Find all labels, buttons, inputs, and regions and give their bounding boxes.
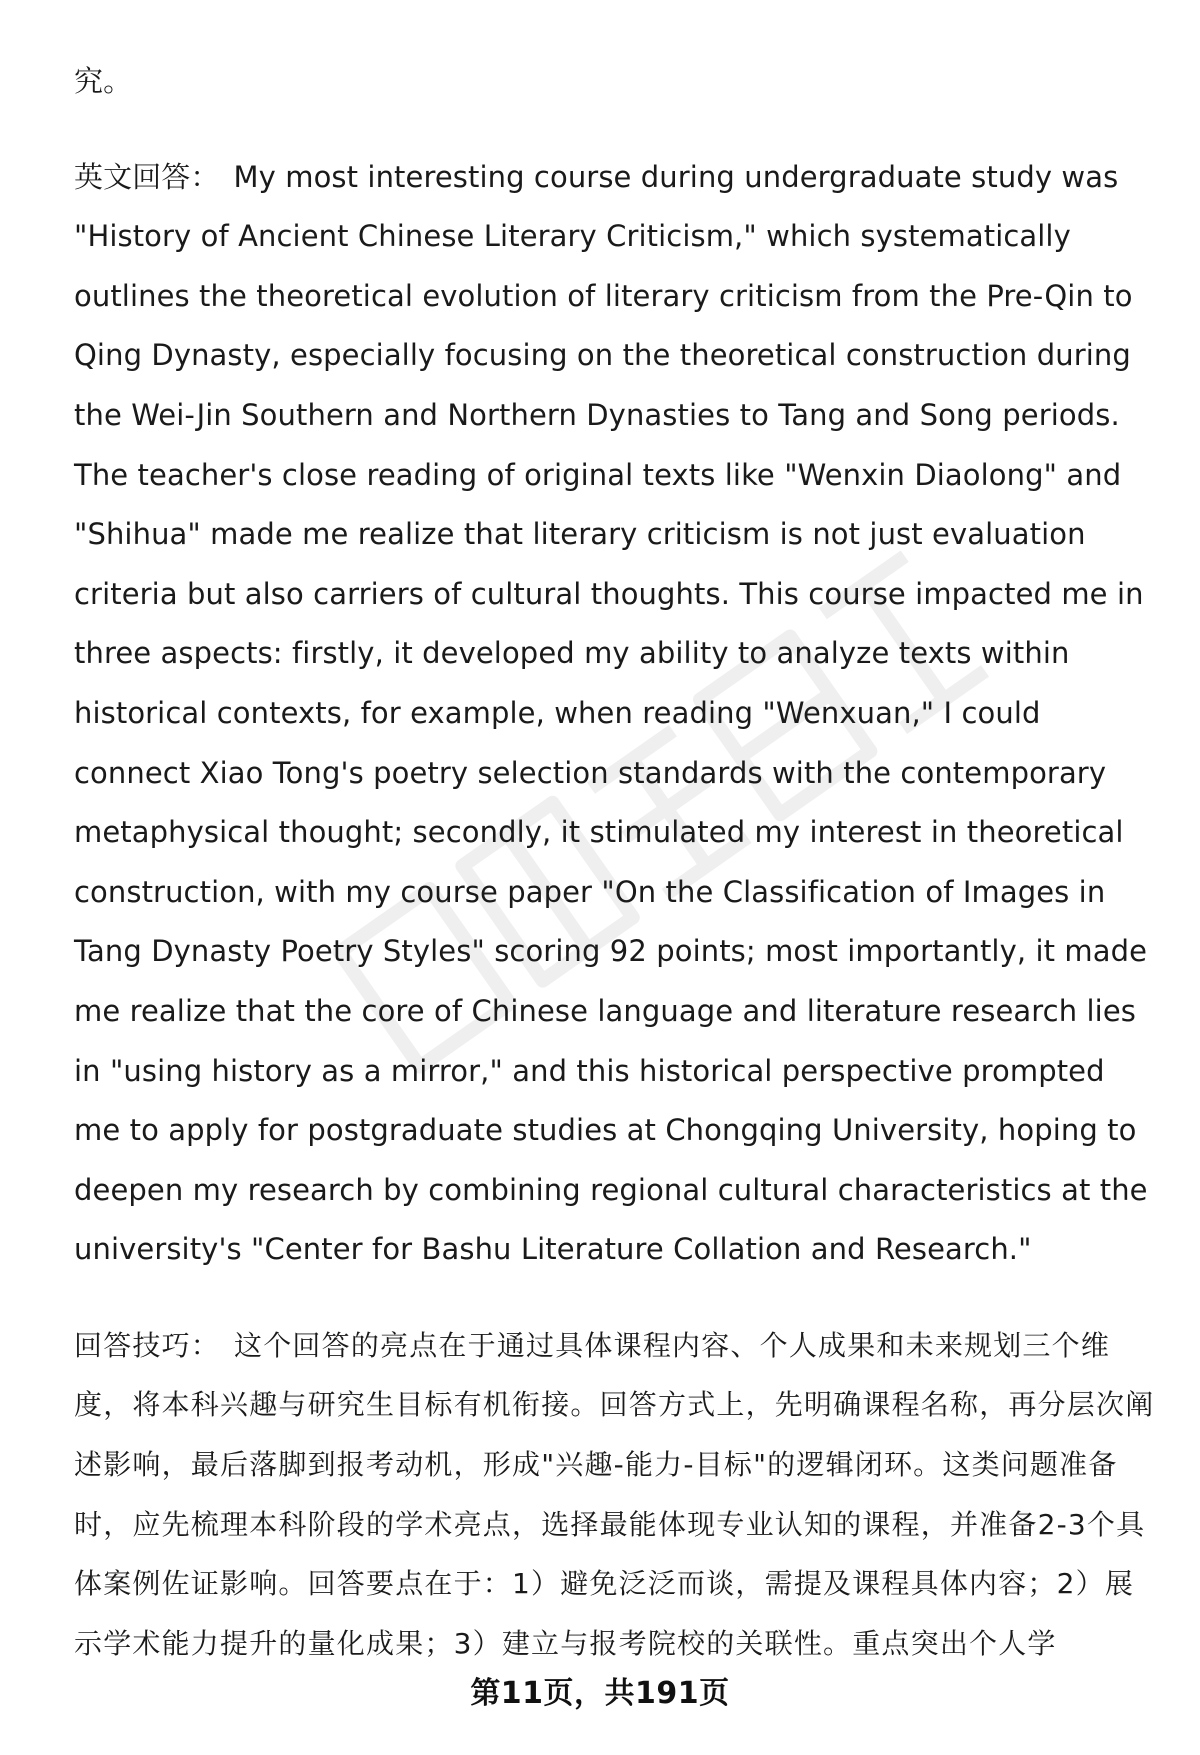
document-body [74, 52, 1160, 1673]
intro-fragment: 究。 [74, 64, 133, 98]
english-answer-text: My most interesting course during undergraduate study was "History of Ancient Chinese Literary Criticism," which systematically outlines the theoretical evolution of literary criticism from the Pre-Qin to Qing Dynasty, especially focusing on the theoretical construction during the Wei-Jin Southern and Northern Dynasties to Tang and Song periods. The teacher's close reading of original texts like "Wenxin Diaolong" and "Shihua" made me realize that literary criticism is not just evaluation criteria but also carriers of cultural thoughts. This course impacted me in three aspects: firstly, it developed my ability to analyze texts within historical contexts, for example, when reading "Wenxuan," I could connect Xiao Tong's poetry selection standards with the contemporary metaphysical thought; secondly, it stimulated my interest in theoretical construction, with my course paper "On the Classification of Images in Tang Dynasty Poetry Styles" scoring 92 points; most importantly, it made me realize that the core of Chinese language and literature research lies in "using history as a mirror," and this historical perspective prompted me to apply for postgraduate studies at Chongqing University, hoping to deepen my research by combining regional cultural characteristics at the university's "Center for Bashu Literature Collation and Research." [74, 159, 1148, 1267]
answer-tips-text: 这个回答的亮点在于通过具体课程内容、个人成果和未来规划三个维度，将本科兴趣与研究生目标有机衔接。回答方式上，先明确课程名称，再分层次阐述影响，最后落脚到报考动机，形成"兴趣-能力-目标"的逻辑闭环。这类问题准备时，应先梳理本科阶段的学术亮点，选择最能体现专业认知的课程，并准备2-3个具体案例佐证影响。回答要点在于：1）避免泛泛而谈，需提及课程具体内容；2）展示学术能力提升的量化成果；3）建立与报考院校的关联性。重点突出个人学 [74, 1328, 1155, 1660]
english-answer-label: 英文回答： [74, 159, 220, 194]
page-indicator: 第11页，共191页 [470, 1676, 730, 1711]
answer-tips-label: 回答技巧： [74, 1328, 221, 1362]
english-answer-paragraph [74, 148, 1160, 1280]
answer-tips-paragraph [74, 1316, 1160, 1674]
